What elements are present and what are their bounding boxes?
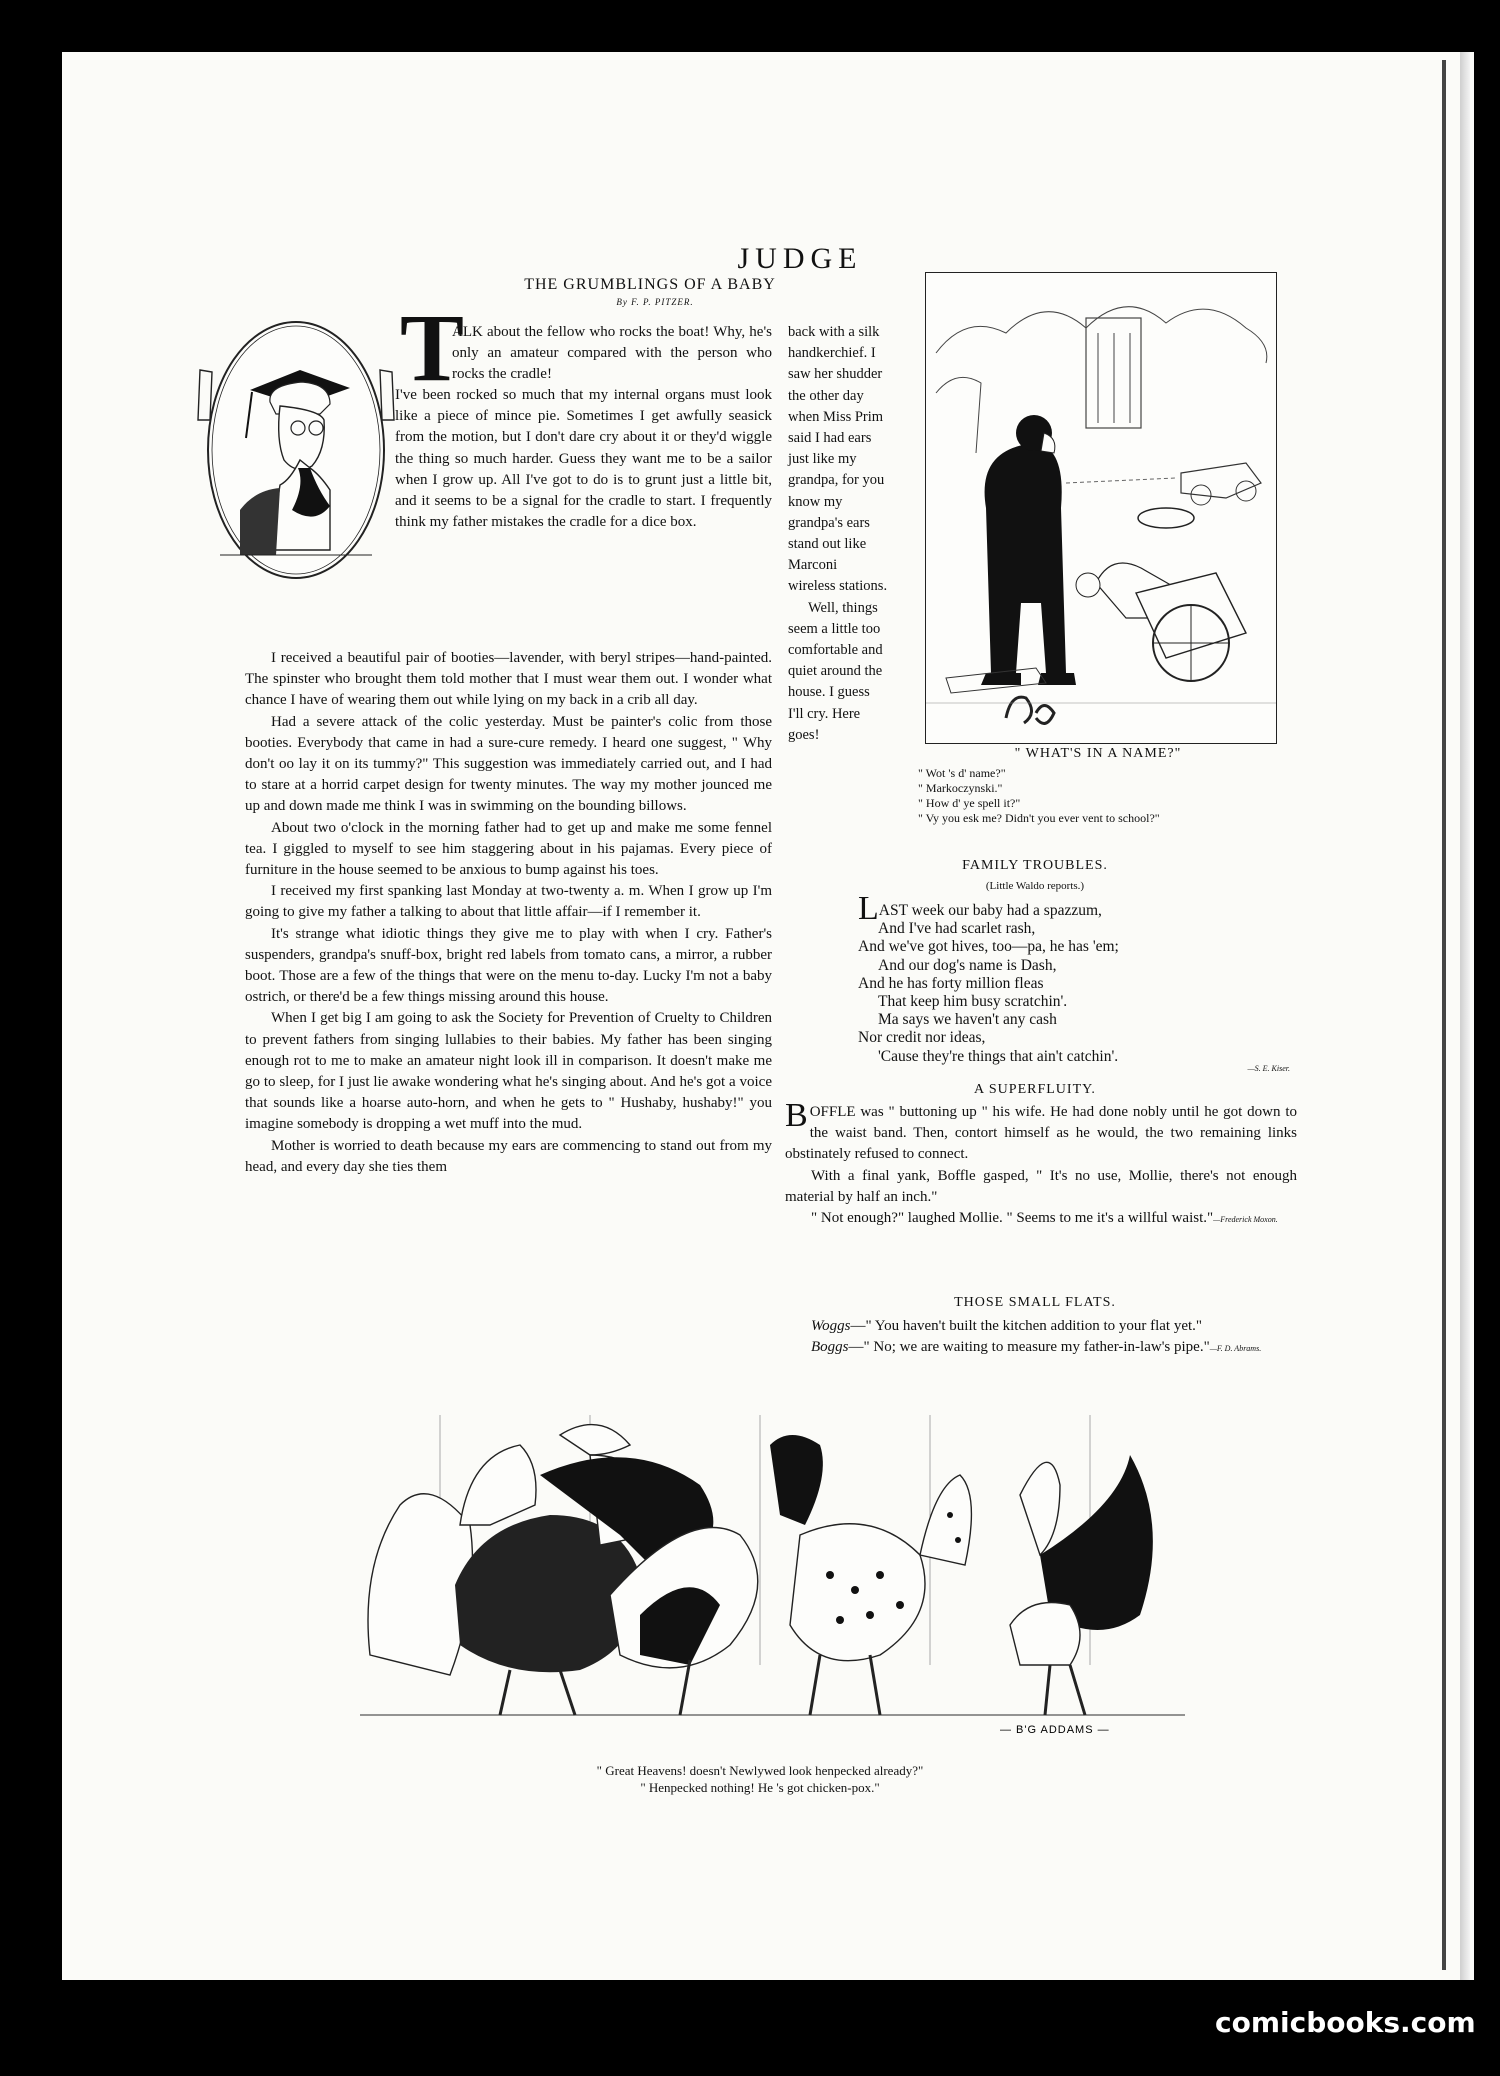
dialogue-line: " Vy you esk me? Didn't you ever vent to school?" xyxy=(918,811,1160,825)
article-paragraph: About two o'clock in the morning father had to get up and make me some fennel tea. I giggled to myself to see him staggering about in his pajamas. Every piece of furniture in the house seemed to be anxious to bump against his toes. xyxy=(245,819,772,879)
article-narrow-paragraph: Well, things seem a little too comfortable and quiet around the house. I guess I'll cry. Here goes! xyxy=(788,599,883,743)
speaker-name: Woggs xyxy=(811,1318,851,1334)
policeman-crash-cartoon xyxy=(925,272,1277,744)
joke-body xyxy=(785,1316,1297,1359)
poem-line: And our dog's name is Dash, xyxy=(878,956,1057,974)
joke-initial: B xyxy=(785,1097,808,1134)
speaker-name: Boggs xyxy=(811,1339,849,1356)
dialogue-line: " Wot 's d' name?" xyxy=(918,766,1006,780)
cartoon-signature: — B'G ADDAMS — xyxy=(1000,1724,1110,1736)
joke-attribution: —F. D. Abrams. xyxy=(1209,1344,1262,1354)
chickens-cartoon xyxy=(360,1415,1185,1745)
article-paragraph: It's strange what idiotic things they give me to play with when I cry. Father's suspenders, grandpa's snuff-box, bright red labels from tomato cans, a mirror, a rubber boot. Those are a few of the things that were on the menu to-day. Lucky I'm not a baby ostrich, or there'd be a few things missing around this house. xyxy=(245,925,772,1006)
article-byline: By F. P. PITZER. xyxy=(616,297,694,307)
poem-attribution: —S. E. Kiser. xyxy=(1247,1064,1290,1073)
poem-line: That keep him busy scratchin'. xyxy=(878,993,1068,1011)
poem-line: And he has forty million fleas xyxy=(858,974,1044,992)
joke-body xyxy=(785,1097,1297,1230)
poem-line: LAST week our baby had a spazzum, xyxy=(858,890,1102,927)
joke-paragraph: Boggs—" No; we are waiting to measure my father-in-law's pipe."—F. D. Abrams. xyxy=(811,1339,1262,1356)
article-narrow-column xyxy=(788,322,888,746)
joke-paragraph: With a final yank, Boffle gasped, " It's no use, Mollie, there's not enough material by half an inch." xyxy=(785,1167,1297,1205)
binding-edge xyxy=(1442,60,1446,1970)
cartoon-caption-title: " WHAT'S IN A NAME?" xyxy=(1014,746,1182,761)
poem-line: And I've had scarlet rash, xyxy=(878,920,1036,938)
joke-paragraph: BOFFLE was " buttoning up " his wife. He had done nobly until he got down to the waist band. Then, contort himself as he would, the two remaining links obstinately refused to connect. xyxy=(785,1097,1297,1163)
article-body xyxy=(245,648,772,1178)
article-title: THE GRUMBLINGS OF A BABY xyxy=(524,276,776,293)
poem xyxy=(858,890,1288,1066)
poem-title: FAMILY TROUBLES. xyxy=(962,858,1108,873)
joke-attribution: —Frederick Moxon. xyxy=(1213,1215,1278,1225)
dialogue-line: " Markoczynski." xyxy=(918,781,1003,795)
joke-title: A SUPERFLUITY. xyxy=(974,1082,1096,1097)
joke-title: THOSE SMALL FLATS. xyxy=(954,1295,1116,1310)
baby-graduate-illustration xyxy=(180,310,412,590)
poem-line: 'Cause they're things that ain't catchin'. xyxy=(878,1047,1119,1065)
article-paragraph: Had a severe attack of the colic yesterday. Must be painter's colic from those booties. Everybody that came in had a sure-cure remedy. I heard one suggest, " Why don't oo lay it on its tummy?" This suggestion was immediately carried out, and I had to stare at a horrid carpet design for twenty minutes. The way my mother jounced me up and down made me think I was in swimming on the bounding billows. xyxy=(245,713,772,815)
article-opening-continued: I've been rocked so much that my internal organs must look like a piece of mince pie. Sometimes I get awfully seasick from the motion, but I don't dare cry about it or they'd wiggle the thing so much harder. Guess they want me to be a sailor when I grow up. All I've got to do is to grunt just a little bit, and it seems to be a signal for the cradle to start. I frequently think my father mistakes the cradle for a dice box. xyxy=(395,387,772,531)
article-paragraph: I received a beautiful pair of booties—lavender, with beryl stripes—hand-painted. The spinster who brought them told mother that I must wear them out. I wonder what chance I have of wearing them out while lying on my back in a crib all day. xyxy=(245,650,772,709)
dropcap-letter: T xyxy=(400,294,465,401)
masthead: JUDGE xyxy=(737,242,863,275)
caption-line: " Great Heavens! doesn't Newlywed look henpecked already?" xyxy=(596,1763,924,1778)
site-watermark: comicbooks.com xyxy=(1215,2006,1476,2039)
poem-subtitle: (Little Waldo reports.) xyxy=(985,880,1085,892)
caption-line: " Henpecked nothing! He 's got chicken-pox." xyxy=(640,1780,880,1795)
article-paragraph: When I get big I am going to ask the Society for Prevention of Cruelty to Children to prevent fathers from singing lullabies to their babies. My father has been singing enough rot to me to make an amateur night look ill in comparison. It doesn't make me go to sleep, for I just lie awake wondering what he's singing about. And he's got a voice that sounds like a hoarse auto-horn, and when he gets to " Hushaby, hushaby!" you imagine somebody is dropping a wet muff into the mud. xyxy=(245,1010,772,1133)
poem-initial: L xyxy=(858,890,879,927)
article-paragraph: Mother is worried to death because my ears are commencing to stand out from my head, and every day she ties them xyxy=(245,1137,772,1175)
joke-paragraph: Woggs—" You haven't built the kitchen addition to your flat yet." xyxy=(811,1318,1203,1334)
cartoon-caption xyxy=(380,1762,1140,1796)
poem-line: And we've got hives, too—pa, he has 'em; xyxy=(858,938,1119,956)
article-narrow-paragraph: back with a silk handkerchief. I saw her shudder the other day when Miss Prim said I had ears just like my grandpa, for you know my grandpa's ears stand out like Marconi wireless stations. xyxy=(788,324,888,595)
article-paragraph: I received my first spanking last Monday at two-twenty a. m. When I grow up I'm going to give my father a talking to about that little affair—if I remember it. xyxy=(245,883,772,921)
cartoon-caption-dialogue xyxy=(918,766,1278,826)
dialogue-line: " How d' ye spell it?" xyxy=(918,796,1021,810)
page-edge xyxy=(1460,52,1470,1980)
joke-paragraph: " Not enough?" laughed Mollie. " Seems to me it's a willful waist."—Frederick Moxon. xyxy=(811,1210,1278,1227)
poem-line: Nor credit nor ideas, xyxy=(858,1029,986,1047)
article-opening: ALK about the fellow who rocks the boat! Why, he's only an amateur compared with the person who rocks the cradle! xyxy=(452,324,772,383)
poem-line: Ma says we haven't any cash xyxy=(878,1011,1057,1029)
